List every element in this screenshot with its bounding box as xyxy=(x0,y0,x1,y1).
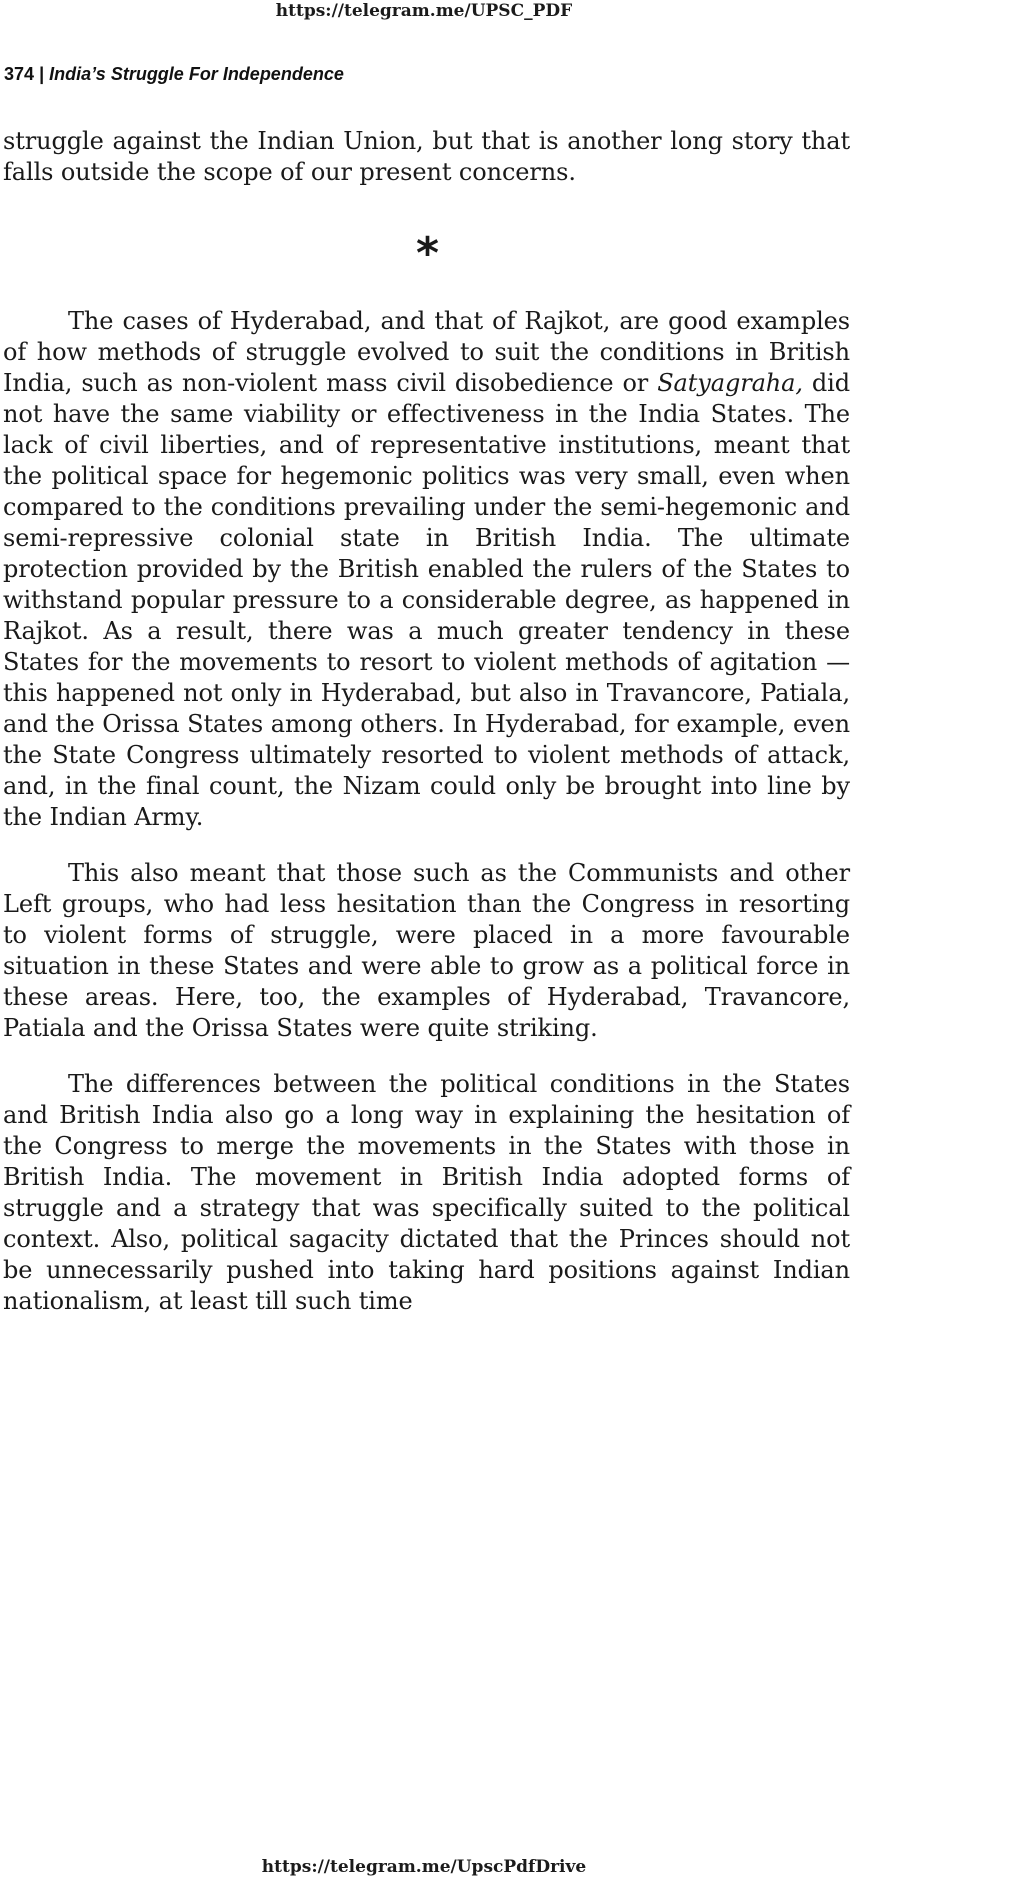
book-title: India’s Struggle For Independence xyxy=(49,64,344,84)
page-number: 374 xyxy=(4,64,35,84)
paragraph-1-text-end: did not have the same viability or effectiveness in the India States. The lack of civil liberties, and of representative institutions, meant that the political space for hegemonic politics was very small, even when compared to the conditions prevailing under the semi-hegemonic and semi-repressive colonial state in British India. The ultimate protection provided by the British enabled the rulers of the States to withstand popular pressure to a considerable degree, as happened in Rajkot. As a result, there was a much greater tendency in these States for the movements to resort to violent methods of agitation — this happened not only in Hyderabad, but also in Travancore, Patiala, and the Orissa States among others. In Hyderabad, for example, even the State Congress ultimately resorted to violent methods of attack, and, in the final count, the Nizam could only be brought into line by the Indian Army. xyxy=(3,369,851,831)
header-telegram-link[interactable]: https://telegram.me/UPSC_PDF xyxy=(275,1,573,21)
paragraph-1-text-start: The cases of Hyderabad, and that of Rajkot, are good examples of how methods of struggle evolved to suit the conditions in British India, such as non-violent mass civil disobedience or xyxy=(3,307,850,397)
paragraph-communists-left-groups: This also meant that those such as the Communists and other Left groups, who had less hesitation than the Congress in resorting to violent forms of struggle, were placed in a more favourable situation in these States and were able to grow as a political force in these areas. Here, too, the examples of Hyderabad, Travancore, Patiala and the Orissa States were quite striking. xyxy=(3,859,850,1042)
satyagraha-italic: Satyagraha, xyxy=(657,369,803,397)
header-separator: | xyxy=(39,64,45,84)
running-head xyxy=(4,62,344,86)
paragraph-hyderabad-rajkot xyxy=(3,306,850,833)
page-body xyxy=(3,126,850,1317)
footer-telegram-link[interactable]: https://telegram.me/UpscPdfDrive xyxy=(261,1857,587,1877)
continued-paragraph: struggle against the Indian Union, but that is another long story that falls outside the scope of our present concerns. xyxy=(3,127,850,186)
section-break-asterisk: * xyxy=(416,228,439,279)
paragraph-political-differences: The differences between the political conditions in the States and British India also go a long way in explaining the hesitation of the Congress to merge the movements in the States with those in British India. The movement in British India adopted forms of struggle and a strategy that was specifically suited to the political context. Also, political sagacity dictated that the Princes should not be unnecessarily pushed into taking hard positions against Indian nationalism, at least till such time xyxy=(3,1070,850,1315)
